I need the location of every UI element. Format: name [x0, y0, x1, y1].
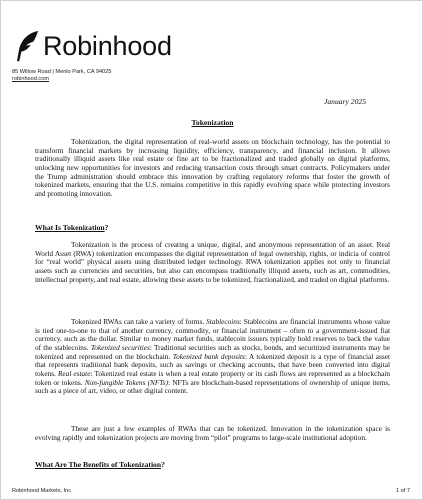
section-heading-benefits-suffix: ? [161, 460, 165, 469]
definition-paragraph [35, 241, 390, 284]
section-heading-benefits-text: What Are The Benefits of Tokenization [35, 460, 162, 469]
intro-paragraph [35, 138, 390, 199]
term-stablecoins: Stablecoins [206, 317, 240, 326]
forms-intro: Tokenized RWAs can take a variety of forms. [71, 317, 207, 326]
forms-text [35, 318, 390, 396]
brand-name: Robinhood [43, 31, 172, 61]
desc-nfts: : NFTs are blockchain-based representations of ownership of unique items, such as a piece of art, video, or other digital content. [35, 377, 390, 396]
desc-real-estate: : Tokenized real estate is when a real estate property or its cash flows are represented as a blockchain token or tokens. [35, 368, 390, 387]
document-date: January 2025 [324, 97, 366, 106]
company-address-block [12, 69, 111, 83]
footer-company: Robinhood Markets, Inc. [12, 488, 73, 494]
term-real-estate: Real estate [57, 368, 91, 378]
page-number: 1 of 7 [396, 488, 410, 494]
section-heading-what-is-text: What Is Tokenization [35, 223, 105, 232]
term-nfts: Non-fungible Tokens (NFTs) [84, 377, 169, 387]
section-heading-what-is-suffix: ? [104, 223, 109, 232]
desc-tokenized-bank-deposits: : A tokenized deposit is a type of financial asset that represents traditional bank deposits, such as savings or checking accounts, that have been converted into digital tokens. [35, 351, 390, 378]
desc-stablecoins: : Stablecoins are financial instruments whose value is tied one-to-one to that of another currency, commodity, or financial instrument – often to a government-issued fiat currency, such as the dollar. Similar to money market funds, stablecoin issuers typically hold reserves to back the value of the stablecoins. [35, 317, 391, 352]
section-heading-what-is [35, 223, 108, 232]
feather-icon [14, 29, 40, 63]
examples-paragraph [35, 425, 390, 442]
desc-tokenized-securities: : Traditional securities such as stocks, bonds, and securitized instruments may be tokenized and represented on the blockchain. [35, 342, 390, 361]
website-link[interactable]: robinhood.com [12, 76, 50, 82]
term-tokenized-securities: Tokenized securities [90, 342, 150, 352]
definition-text: Tokenization is the process of creating a unique, digital, and anonymous representation of an asset. Real World Asset (RWA) tokenization encompasses the digital representation of legal ownership, rights, or indicia of control for “real world” physical assets using distributed ledger technology. RWA tokenization applies not only to financial assets such as currencies and securities, but also can encompass traditionally illiquid assets, such as art, commodities, intellectual property, and real estate, allowing these assets to be tokenized, fractionalized, and traded on digital platforms. [35, 240, 390, 284]
robinhood-logo [14, 29, 172, 63]
section-heading-benefits [35, 460, 165, 469]
examples-text: These are just a few examples of RWAs that can be tokenized. Innovation in the tokenization space is evolving rapidly and tokenization projects are moving from “pilot” programs to large-scale institutional adoption. [35, 424, 390, 442]
intro-text: Tokenization, the digital representation of real-world assets on blockchain technology, has the potential to transform financial markets by increasing liquidity, efficiency, transparency, and financial inclusion. It allows traditionally illiquid assets like real estate or fine art to be fractionalized and traded globally on digital platforms, unlocking new opportunities for investors and reducing transaction costs through smart contracts. Policymakers under the Trump administration should embrace this innovation by crafting regulatory reforms that foster the growth of tokenized markets, ensuring that the U.S. remains competitive in this rapidly evolving space while protecting investors and promoting innovation. [35, 137, 390, 198]
forms-paragraph [35, 318, 390, 396]
term-tokenized-bank-deposits: Tokenized bank deposits [172, 351, 245, 361]
company-address: 85 Willow Road | Menlo Park, CA 94025 [12, 69, 112, 75]
document-title: Tokenization [191, 118, 234, 127]
